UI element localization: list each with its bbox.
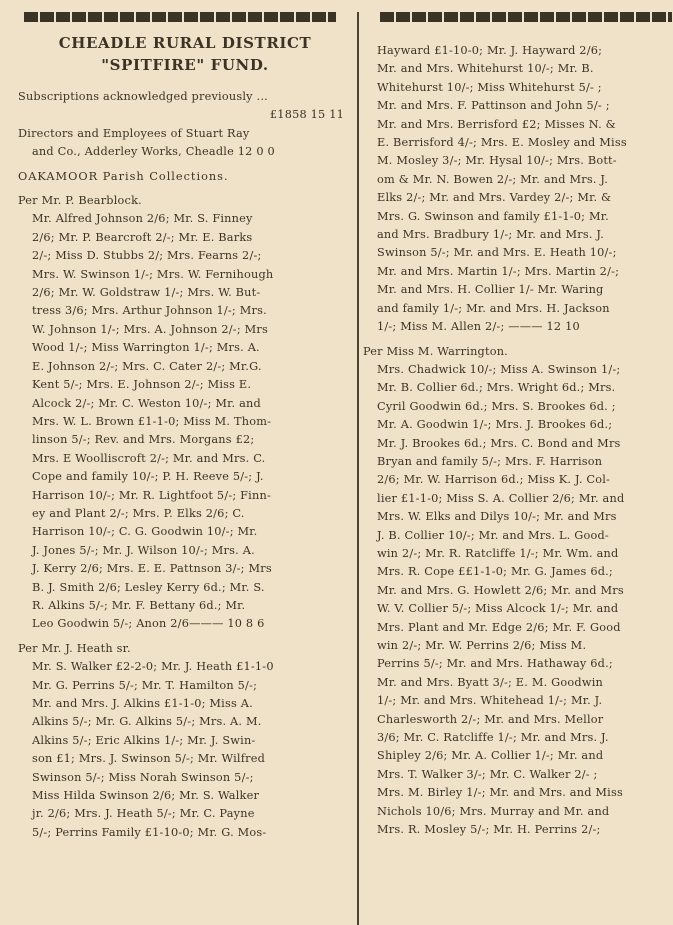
text-line: Mrs. R. Mosley 5/-; Mr. H. Perrins 2/-;	[377, 823, 601, 837]
text-line: Miss Hilda Swinson 2/6; Mr. S. Walker	[32, 789, 260, 803]
text-line: Wood 1/-; Miss Warrington 1/-; Mrs. A.	[32, 341, 260, 355]
text-line: win 2/-; Mr. R. Ratcliffe 1/-; Mr. Wm. and	[377, 546, 619, 560]
text-line: R. Alkins 5/-; Mr. F. Bettany 6d.; Mr.	[32, 598, 246, 612]
text-line: Mrs. W. Swinson 1/-; Mrs. W. Fernihough	[32, 267, 274, 281]
directors-entry-line-1: Directors and Employees of Stuart Ray	[18, 126, 250, 140]
text-line: Cope and family 10/-; P. H. Reeve 5/-; J.	[32, 470, 264, 484]
text-line: J. Kerry 2/6; Mrs. E. E. Pattnson 3/-; Mrs	[32, 562, 272, 576]
text-line: Mr. and Mrs. Whitehurst 10/-; Mr. B.	[377, 62, 594, 76]
text-line: Alkins 5/-; Mr. G. Alkins 5/-; Mrs. A. M.	[32, 715, 262, 729]
text-line: Mr. and Mrs. G. Howlett 2/6; Mr. and Mrs	[377, 583, 624, 597]
text-line: W. V. Collier 5/-; Miss Alcock 1/-; Mr. and	[377, 602, 619, 616]
bearblock-heading: Per Mr. P. Bearblock.	[18, 194, 142, 208]
text-line: Mrs. Plant and Mr. Edge 2/6; Mr. F. Good	[377, 620, 621, 634]
text-line: E. Johnson 2/-; Mrs. C. Cater 2/-; Mr.G.	[32, 359, 262, 373]
text-line: Hayward £1-10-0; Mr. J. Hayward 2/6;	[377, 44, 603, 57]
text-line: Mrs. M. Birley 1/-; Mr. and Mrs. and Miss	[377, 786, 623, 800]
text-line: Mr. and Mrs. J. Alkins £1-1-0; Miss A.	[32, 697, 253, 710]
text-line: Mr. B. Collier 6d.; Mrs. Wright 6d.; Mrs.	[377, 381, 616, 395]
text-line: Leo Goodwin 5/-; Anon 2/6——— 10 8 6	[32, 617, 265, 631]
text-line: J. Jones 5/-; Mr. J. Wilson 10/-; Mrs. A.	[32, 543, 255, 557]
text-line: Perrins 5/-; Mr. and Mrs. Hathaway 6d.;	[377, 657, 613, 671]
text-line: jr. 2/6; Mrs. J. Heath 5/-; Mr. C. Payne	[32, 807, 255, 821]
text-line: Mrs. W. Elks and Dilys 10/-; Mr. and Mrs	[377, 510, 617, 524]
left-column	[18, 28, 352, 842]
text-line: Mr. Alfred Johnson 2/6; Mr. S. Finney	[32, 212, 253, 226]
text-line: Mr. A. Goodwin 1/-; Mrs. J. Brookes 6d.;	[377, 418, 613, 432]
decorative-rule-right	[380, 12, 672, 22]
text-line: tress 3/6; Mrs. Arthur Johnson 1/-; Mrs.	[32, 304, 267, 318]
text-line: Alkins 5/-; Eric Alkins 1/-; Mr. J. Swin-	[32, 733, 256, 747]
text-line: 5/-; Perrins Family £1-10-0; Mr. G. Mos-	[32, 825, 267, 839]
text-line: linson 5/-; Rev. and Mrs. Morgans £2;	[32, 433, 255, 447]
text-line: 2/6; Mr. W. Harrison 6d.; Miss K. J. Col-	[377, 473, 611, 487]
text-line: Elks 2/-; Mr. and Mrs. Vardey 2/-; Mr. &	[377, 191, 612, 205]
text-line: Swinson 5/-; Mr. and Mrs. E. Heath 10/-;	[377, 246, 617, 260]
text-line: Shipley 2/6; Mr. A. Collier 1/-; Mr. and	[377, 749, 604, 763]
text-line: Whitehurst 10/-; Miss Whitehurst 5/- ;	[377, 80, 602, 94]
text-line: 1/-; Miss M. Allen 2/-; ——— 12 10	[377, 320, 580, 334]
text-line: and Mrs. Bradbury 1/-; Mr. and Mrs. J.	[377, 228, 605, 242]
text-line: Harrison 10/-; C. G. Goodwin 10/-; Mr.	[32, 525, 258, 539]
text-line: Mr. and Mrs. Martin 1/-; Mrs. Martin 2/-;	[377, 264, 620, 278]
oakamoor-heading: OAKAMOOR Parish Collections.	[18, 169, 229, 183]
text-line: B. J. Smith 2/6; Lesley Kerry 6d.; Mr. S.	[32, 580, 265, 594]
right-column	[363, 42, 669, 839]
warrington-heading: Per Miss M. Warrington.	[363, 344, 508, 358]
previous-subscriptions-label: Subscriptions acknowledged previously ...	[18, 90, 268, 103]
text-line: 1/-; Mr. and Mrs. Whitehead 1/-; Mr. J.	[377, 694, 603, 708]
text-line: 2/-; Miss D. Stubbs 2/; Mrs. Fearns 2/-;	[32, 249, 262, 263]
text-line: J. B. Collier 10/-; Mr. and Mrs. L. Good-	[377, 528, 609, 542]
warrington-list	[363, 361, 669, 840]
text-line: M. Mosley 3/-; Mr. Hysal 10/-; Mrs. Bott-	[377, 154, 617, 168]
heath-list	[18, 658, 352, 842]
text-line: and family 1/-; Mr. and Mrs. H. Jackson	[377, 301, 610, 315]
text-line: win 2/-; Mr. W. Perrins 2/6; Miss M.	[377, 639, 587, 652]
text-line: Bryan and family 5/-; Mrs. F. Harrison	[377, 454, 603, 468]
text-line: Charlesworth 2/-; Mr. and Mrs. Mellor	[377, 712, 604, 726]
text-line: ey and Plant 2/-; Mrs. P. Elks 2/6; C.	[32, 506, 245, 520]
previous-subscriptions-amount: £1858 15 11	[269, 108, 344, 122]
text-line: 3/6; Mr. C. Ratcliffe 1/-; Mr. and Mrs. J.	[377, 731, 609, 745]
text-line: Mrs. Chadwick 10/-; Miss A. Swinson 1/-;	[377, 362, 621, 376]
title-line-1: CHEADLE RURAL DISTRICT	[58, 34, 312, 52]
text-line: Mr. and Mrs. Byatt 3/-; E. M. Goodwin	[377, 675, 603, 689]
text-line: om & Mr. N. Bowen 2/-; Mr. and Mrs. J.	[377, 172, 609, 186]
text-line: Kent 5/-; Mrs. E. Johnson 2/-; Miss E.	[32, 378, 252, 392]
text-line: Nichols 10/6; Mrs. Murray and Mr. and	[377, 804, 610, 818]
decorative-rule-left	[24, 12, 336, 22]
text-line: W. Johnson 1/-; Mrs. A. Johnson 2/-; Mrs	[32, 322, 268, 336]
directors-entry-line-2: and Co., Adderley Works, Cheadle 12 0 0	[32, 145, 275, 159]
text-line: Mrs. E Woolliscroft 2/-; Mr. and Mrs. C.	[32, 451, 266, 465]
continued-list	[363, 42, 669, 337]
text-line: Mr. G. Perrins 5/-; Mr. T. Hamilton 5/-;	[32, 678, 258, 692]
text-line: Mr. and Mrs. H. Collier 1/- Mr. Waring	[377, 283, 604, 297]
title-line-2: "SPITFIRE" FUND.	[101, 56, 269, 74]
text-line: Harrison 10/-; Mr. R. Lightfoot 5/-; Finn-	[32, 488, 271, 502]
text-line: Mrs. G. Swinson and family £1-1-0; Mr.	[377, 209, 609, 223]
text-line: son £1; Mrs. J. Swinson 5/-; Mr. Wilfred	[32, 752, 266, 766]
text-line: Swinson 5/-; Miss Norah Swinson 5/-;	[32, 770, 254, 784]
text-line: Cyril Goodwin 6d.; Mrs. S. Brookes 6d. ;	[377, 399, 616, 413]
bearblock-list	[18, 210, 352, 633]
text-line: 2/6; Mr. W. Goldstraw 1/-; Mrs. W. But-	[32, 286, 261, 300]
text-line: Mr. J. Brookes 6d.; Mrs. C. Bond and Mrs	[377, 436, 621, 450]
text-line: Mr. S. Walker £2-2-0; Mr. J. Heath £1-1-0	[32, 660, 274, 674]
text-line: 2/6; Mr. P. Bearcroft 2/-; Mr. E. Barks	[32, 230, 253, 244]
column-separator	[357, 12, 359, 925]
text-line: Mr. and Mrs. Berrisford £2; Misses N. &	[377, 117, 616, 131]
text-line: lier £1-1-0; Miss S. A. Collier 2/6; Mr. and	[377, 491, 625, 505]
text-line: E. Berrisford 4/-; Mrs. E. Mosley and Miss	[377, 136, 627, 150]
text-line: Mrs. W. L. Brown £1-1-0; Miss M. Thom-	[32, 414, 272, 428]
text-line: Mr. and Mrs. F. Pattinson and John 5/- ;	[377, 99, 610, 113]
text-line: Alcock 2/-; Mr. C. Weston 10/-; Mr. and	[32, 396, 261, 410]
article-title	[18, 32, 352, 76]
text-line: Mrs. R. Cope ££1-1-0; Mr. G. James 6d.;	[377, 565, 613, 579]
heath-heading: Per Mr. J. Heath sr.	[18, 641, 131, 655]
text-line: Mrs. T. Walker 3/-; Mr. C. Walker 2/- ;	[377, 767, 598, 781]
